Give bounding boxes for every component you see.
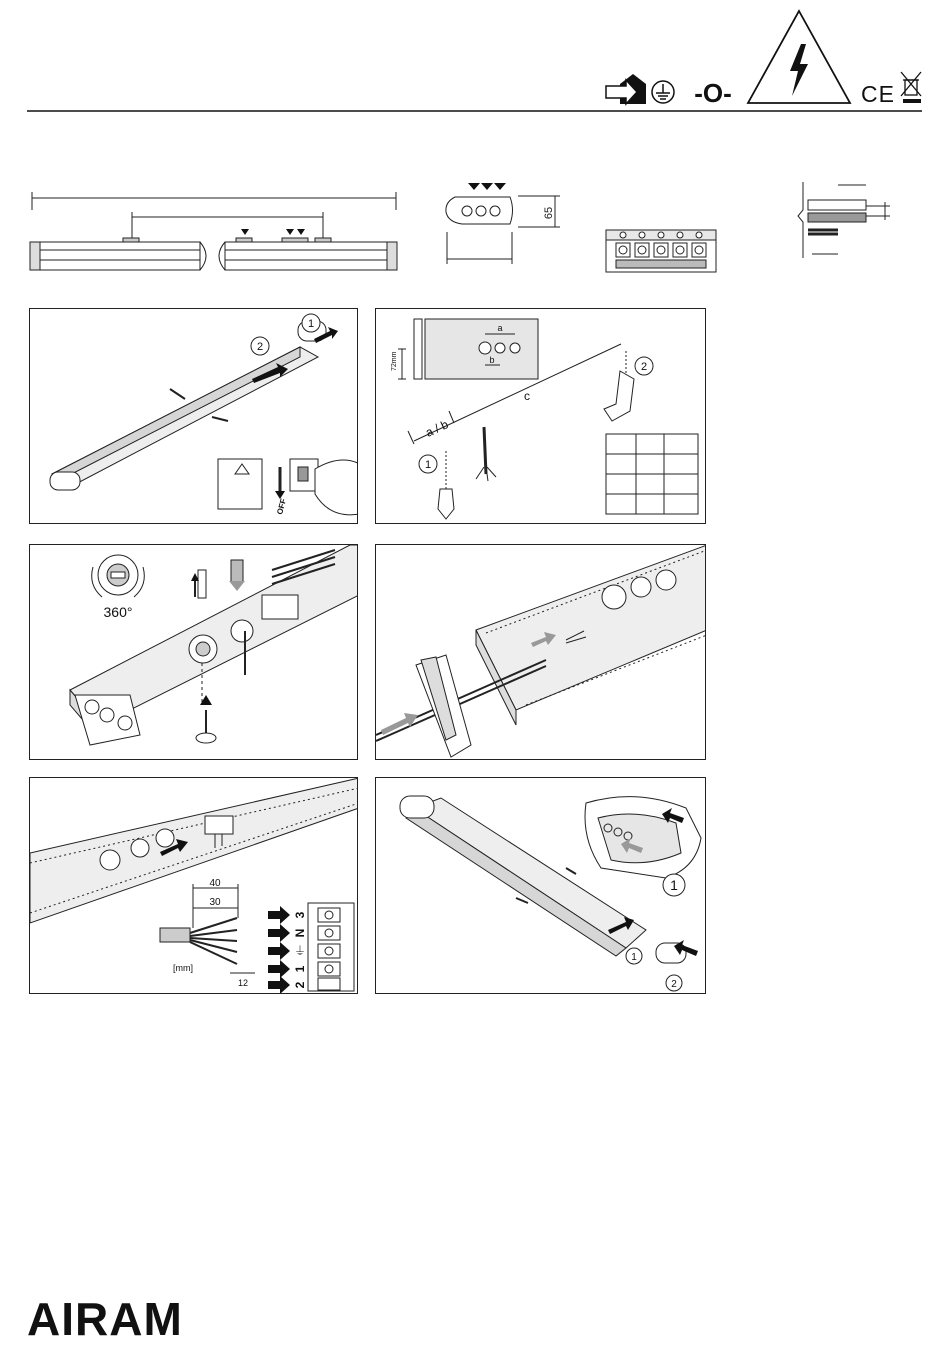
step-rotate-screw-panel bbox=[29, 544, 358, 760]
fixture-side-view bbox=[30, 192, 397, 270]
offset-b-label: b bbox=[489, 355, 495, 365]
rotate-screw-illustration bbox=[30, 545, 358, 760]
close-step-2-label: 2 bbox=[671, 979, 677, 990]
height-dimension-label: 65 bbox=[543, 206, 555, 220]
spacing-c-label: c bbox=[524, 389, 530, 403]
terminal-label-3: 3 bbox=[293, 911, 307, 919]
wiring-illustration bbox=[30, 778, 358, 994]
mount-step-1-label: 1 bbox=[424, 459, 432, 471]
strip-length-30-label: 30 bbox=[209, 897, 221, 908]
remove-step-2-label: 2 bbox=[256, 341, 264, 353]
high-voltage-warning-icon bbox=[748, 11, 850, 103]
strip-length-40-label: 40 bbox=[209, 878, 221, 889]
step-wiring-panel bbox=[29, 777, 358, 994]
unit-mm-label: [mm] bbox=[173, 963, 193, 973]
strip-length-12-label: 12 bbox=[237, 978, 249, 988]
rotation-360-label: 360° bbox=[103, 604, 133, 620]
offset-a-label: a bbox=[497, 323, 503, 333]
cable-strip-drawing bbox=[798, 182, 890, 258]
terminal-label-1: 1 bbox=[293, 965, 307, 973]
mount-step-2-label: 2 bbox=[640, 361, 648, 373]
class-symbol: -O- bbox=[694, 78, 732, 108]
terminal-block-drawing bbox=[606, 230, 716, 272]
step-close-cover-panel bbox=[375, 777, 706, 994]
distance-ab-label: a / b bbox=[423, 417, 451, 440]
height-72mm-label: 72mm bbox=[391, 351, 398, 371]
insert-cable-illustration bbox=[376, 545, 706, 760]
step-mounting-panel bbox=[375, 308, 706, 524]
terminal-label-earth: ⏚ bbox=[293, 944, 307, 958]
dimension-drawings bbox=[0, 170, 950, 280]
header-symbols bbox=[0, 0, 950, 120]
close-step-1-label: 1 bbox=[631, 952, 637, 963]
remove-end-cap-illustration bbox=[30, 309, 358, 524]
remove-step-1-label: 1 bbox=[307, 318, 315, 330]
indoor-use-icon bbox=[606, 74, 646, 104]
close-cover-illustration bbox=[376, 778, 706, 994]
ce-mark: CE bbox=[861, 81, 895, 107]
brand-logo: AIRAM bbox=[27, 1293, 183, 1345]
protective-earth-icon bbox=[652, 81, 674, 103]
step-remove-end-cap-panel bbox=[29, 308, 358, 524]
switch-off-label: OFF bbox=[275, 497, 289, 516]
step-insert-cable-panel bbox=[375, 544, 706, 760]
terminal-label-2: 2 bbox=[293, 981, 307, 989]
fixture-end-view bbox=[446, 183, 560, 264]
close-detail-step-1-label: 1 bbox=[670, 877, 678, 893]
terminal-label-n: N bbox=[293, 928, 307, 938]
weee-bin-icon bbox=[901, 72, 921, 103]
mounting-illustration bbox=[376, 309, 706, 524]
